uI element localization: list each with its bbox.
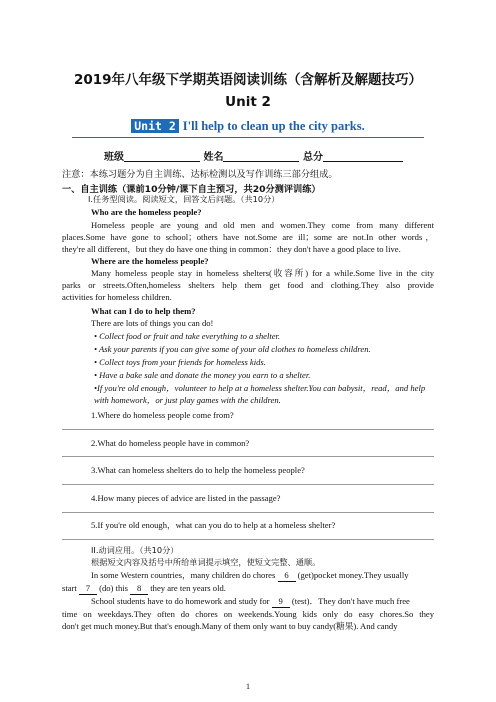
- cloze-line: don't get much money.But that's enough.Many of them only want to buy candy(糖果). And candy: [62, 621, 398, 631]
- paragraph-line: places.Some have gone to school；others have not.Some are ill；some are not.In other words，: [62, 232, 434, 242]
- instructions-note: 注意：本练习题分为自主训练、达标检测以及写作训练三部分组成。: [62, 169, 338, 180]
- paragraph-line: activities for homeless children.: [62, 292, 172, 302]
- question: 4.How many pieces of advice are listed in the passage?: [91, 493, 281, 503]
- question-heading: Who are the homeless people?: [91, 207, 202, 217]
- paragraph-line: There are lots of things you can do!: [91, 318, 214, 328]
- cloze-line: [62, 583, 434, 595]
- question: 2.What do homeless people have in common?: [91, 438, 250, 448]
- question: 1.Where do homeless people come from?: [91, 410, 234, 420]
- question-heading: What can I do to help them?: [91, 306, 196, 316]
- paragraph-line: Many homeless people stay in homeless shelters(收容所) for a while.Some live in the city: [91, 268, 434, 278]
- class-label: 班级: [104, 152, 124, 163]
- advice-item: • Collect food or fruit and take everything to a shelter.: [94, 331, 281, 341]
- question-heading: Where are the homeless people?: [91, 256, 209, 266]
- paragraph-line: parks or streets.Often,homeless shelters help them get food and clothing.They also provide: [62, 280, 434, 290]
- paragraph-line: Homeless people are young and old men and women.They come from many different: [91, 220, 434, 230]
- class-blank: [124, 151, 200, 162]
- part1-instruction: I.任务型阅读。阅读短文，回答文后问题。（共10分）: [88, 194, 280, 204]
- answer-line: [62, 429, 434, 430]
- advice-item: • Collect toys from your friends for homeless kids.: [94, 357, 266, 367]
- blank-9: 9: [272, 596, 290, 608]
- cloze-line: time on weekdays.They often do chores on weekends.Young kids only do easy chores.So they: [62, 609, 434, 619]
- question: 3.What can homeless shelters do to help the homeless people?: [91, 465, 305, 475]
- cloze-text: (test)．They don't have much free: [289, 596, 410, 606]
- advice-item-continued: with homework，or just play games with the children.: [94, 395, 281, 405]
- blank-7: 7: [79, 583, 97, 595]
- cloze-text: they are ten years old.: [148, 583, 226, 593]
- name-bar: [104, 148, 403, 163]
- document-title: 2019年八年级下学期英语阅读训练（含解析及解题技巧）: [73, 72, 423, 88]
- score-label: 总分: [302, 152, 323, 163]
- unit-title: Unit 2: [225, 94, 271, 110]
- cloze-line: [91, 570, 434, 582]
- cloze-text: In some Western countries，many children do chores: [91, 570, 278, 580]
- unit-tag: Unit 2: [131, 119, 179, 133]
- section1-title: 一、自主训练（课前10分钟/课下自主预习，共20分测评训练）: [62, 184, 321, 195]
- answer-line: [62, 456, 434, 457]
- paragraph-line: they're all different，but they do have one thing in common：they don't have a good place to live.: [62, 244, 401, 254]
- answer-line: [62, 512, 434, 513]
- cloze-text: School students have to do homework and study for: [91, 596, 272, 606]
- advice-item: • Ask your parents if you can give some of your old clothes to homeless children.: [94, 344, 371, 354]
- unit-header-text: I'll help to clean up the city parks.: [182, 119, 365, 133]
- blank-8: 8: [130, 583, 148, 595]
- page-number: 1: [246, 682, 250, 691]
- name-blank: [223, 151, 299, 162]
- header-rule: [72, 137, 424, 138]
- answer-line: [62, 484, 434, 485]
- name-label: 姓名: [203, 152, 224, 163]
- unit-header: [0, 119, 496, 134]
- answer-line: [62, 539, 434, 540]
- cloze-line: [91, 596, 434, 608]
- part2-instruction: II.动词应用。（共10分）: [91, 545, 179, 555]
- question: 5.If you're old enough，what can you do to help at a homeless shelter?: [91, 520, 336, 530]
- cloze-text: (get)pocket money.They usually: [295, 570, 409, 580]
- advice-item: •If you're old enough，volunteer to help at a homeless shelter.You can babysit，read，and help: [94, 383, 426, 393]
- advice-item: • Have a bake sale and donate the money you earn to a shelter.: [94, 370, 311, 380]
- part2-direction: 根据短文内容及括号中所给单词提示填空，使短文完整、通顺。: [91, 557, 321, 567]
- blank-6: 6: [278, 570, 296, 582]
- score-blank: [323, 151, 403, 162]
- cloze-text: start: [62, 583, 79, 593]
- cloze-text: (do) this: [96, 583, 131, 593]
